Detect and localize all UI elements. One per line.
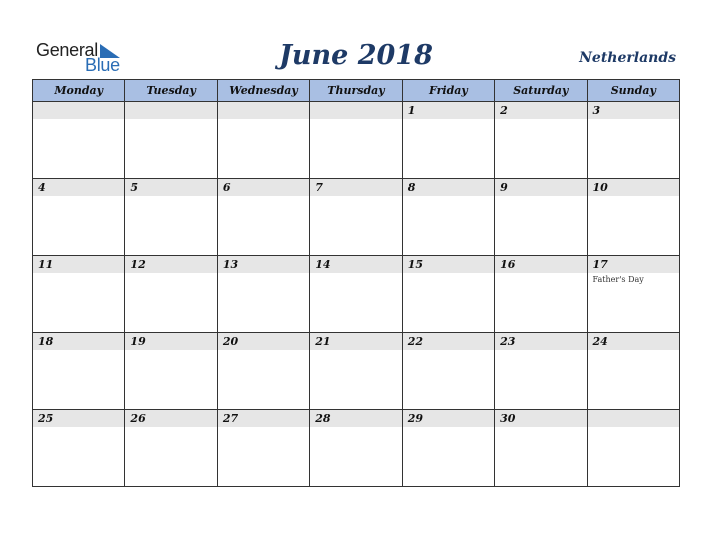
day-number: 9 (495, 179, 586, 196)
day-number: 16 (495, 256, 586, 273)
week-row (33, 410, 680, 487)
day-number: 23 (495, 333, 586, 350)
day-number: 19 (125, 333, 216, 350)
calendar-grid (32, 79, 680, 487)
weekday-header-row (33, 80, 680, 102)
day-number: 14 (310, 256, 401, 273)
day-number: 10 (588, 179, 679, 196)
day-number: 22 (403, 333, 494, 350)
day-number: 3 (588, 102, 679, 119)
day-cell[interactable] (310, 333, 402, 410)
calendar-body (33, 102, 680, 487)
day-number: 7 (310, 179, 401, 196)
day-cell[interactable] (33, 410, 125, 487)
day-number: 4 (33, 179, 124, 196)
day-cell[interactable] (125, 179, 217, 256)
calendar-title: June 2018 (279, 40, 433, 71)
day-number: 18 (33, 333, 124, 350)
day-cell[interactable] (495, 179, 587, 256)
day-cell[interactable] (587, 333, 679, 410)
day-cell[interactable] (310, 179, 402, 256)
day-number: 24 (588, 333, 679, 350)
day-number (33, 102, 124, 119)
day-cell[interactable] (587, 410, 679, 487)
day-number (310, 102, 401, 119)
day-cell[interactable] (495, 102, 587, 179)
week-row (33, 102, 680, 179)
day-number (218, 102, 309, 119)
weekday-header: Sunday (587, 80, 679, 102)
day-cell[interactable] (587, 179, 679, 256)
weekday-header: Tuesday (125, 80, 217, 102)
day-number: 15 (403, 256, 494, 273)
day-cell[interactable] (125, 102, 217, 179)
day-number: 13 (218, 256, 309, 273)
day-number: 1 (403, 102, 494, 119)
day-cell[interactable] (125, 256, 217, 333)
day-cell[interactable] (310, 256, 402, 333)
day-cell[interactable] (495, 333, 587, 410)
day-cell[interactable] (125, 333, 217, 410)
day-cell[interactable] (402, 333, 494, 410)
day-cell[interactable] (402, 179, 494, 256)
holiday-label: Father's Day (592, 275, 644, 284)
day-number: 26 (125, 410, 216, 427)
day-number: 27 (218, 410, 309, 427)
weekday-header: Monday (33, 80, 125, 102)
day-number: 21 (310, 333, 401, 350)
day-number: 25 (33, 410, 124, 427)
day-cell[interactable] (495, 256, 587, 333)
weekday-header: Friday (402, 80, 494, 102)
day-cell[interactable] (217, 102, 309, 179)
day-cell[interactable] (217, 333, 309, 410)
logo-text-general: General (36, 40, 98, 60)
day-cell[interactable] (310, 410, 402, 487)
weekday-header: Saturday (495, 80, 587, 102)
day-cell[interactable] (217, 256, 309, 333)
day-number: 17 (588, 256, 679, 273)
day-cell[interactable] (217, 179, 309, 256)
day-number: 28 (310, 410, 401, 427)
day-cell[interactable] (125, 410, 217, 487)
day-number: 5 (125, 179, 216, 196)
day-cell[interactable] (33, 179, 125, 256)
day-number: 30 (495, 410, 586, 427)
day-cell[interactable] (33, 102, 125, 179)
weekday-header: Wednesday (217, 80, 309, 102)
day-number: 11 (33, 256, 124, 273)
day-number: 2 (495, 102, 586, 119)
day-cell[interactable] (33, 256, 125, 333)
day-number: 8 (403, 179, 494, 196)
week-row (33, 179, 680, 256)
day-cell[interactable] (310, 102, 402, 179)
day-number (588, 410, 679, 427)
country-label: Netherlands (579, 50, 676, 66)
day-cell[interactable] (495, 410, 587, 487)
week-row (33, 256, 680, 333)
logo-text-blue: Blue (85, 55, 120, 75)
day-number: 20 (218, 333, 309, 350)
day-cell[interactable] (402, 102, 494, 179)
day-cell[interactable] (217, 410, 309, 487)
day-number: 12 (125, 256, 216, 273)
day-number (125, 102, 216, 119)
day-cell[interactable] (402, 256, 494, 333)
day-number: 29 (403, 410, 494, 427)
day-cell[interactable] (402, 410, 494, 487)
day-cell[interactable] (587, 256, 679, 333)
day-cell[interactable] (587, 102, 679, 179)
week-row (33, 333, 680, 410)
weekday-header: Thursday (310, 80, 402, 102)
day-cell[interactable] (33, 333, 125, 410)
day-number: 6 (218, 179, 309, 196)
